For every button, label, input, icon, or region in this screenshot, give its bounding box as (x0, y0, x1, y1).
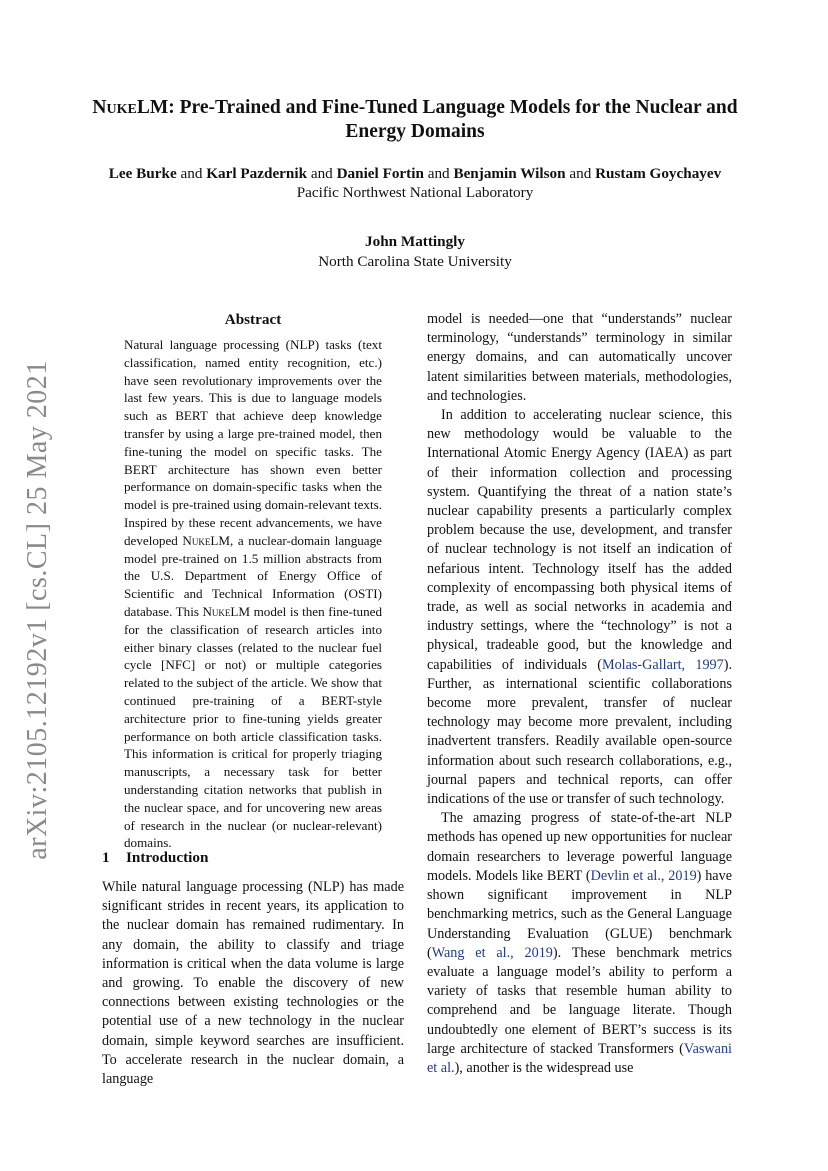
citation-separator: , (510, 944, 525, 961)
section-number: 1 (102, 849, 110, 866)
intro-paragraph-3 (427, 809, 732, 1078)
author-joiner: and (310, 165, 333, 182)
arxiv-identifier: arXiv:2105.12192v1 [cs.CL] 25 May 2021 (22, 360, 53, 860)
intro-paragraph-1: While natural language processing (NLP) has made significant strides in recent years, its application to the nuclear domain has remained rudimentary. In any domain, the ability to classify and triage information is critical when the data volume is large and growing. To enable the discovery of new connections between existing technologies or the potential use of a new technology in the nuclear domain, simple keyword searches are insufficient. To accelerate research in the nuclear domain, a language (102, 879, 404, 1088)
author-name: Karl Pazdernik (206, 165, 308, 182)
affiliation-pnnl: Pacific Northwest National Laboratory (296, 184, 534, 201)
citation-year: 2019 (524, 944, 553, 961)
paragraph-text: ), another is the widespread use (454, 1059, 634, 1076)
citation-wang[interactable] (432, 945, 553, 961)
citation-author: Molas-Gallart (601, 656, 682, 673)
abstract-model-name: NukeLM (202, 603, 251, 619)
paper-title (80, 96, 750, 144)
section-heading-introduction (102, 848, 404, 868)
author-name: Daniel Fortin (336, 165, 424, 182)
citation-separator: , (681, 656, 696, 673)
abstract-model-name: NukeLM (182, 532, 230, 548)
right-column (427, 310, 732, 1078)
intro-paragraph-2 (427, 406, 732, 809)
author-joiner: and (180, 165, 203, 182)
author-name: Benjamin Wilson (453, 165, 566, 182)
paragraph-text: ) have shown significant improvement in NLP benchmarking metrics, such as the General Language Understanding Evaluation (GLUE) benchmark ( (427, 867, 732, 961)
title-model-name: NukeLM (92, 97, 169, 118)
author-name: Rustam Goychayev (595, 165, 722, 182)
abstract-text (124, 336, 382, 852)
affiliation-ncsu: North Carolina State University (318, 253, 512, 270)
paragraph-text: In addition to accelerating nuclear science, this new methodology would be valuable to the International Atomic Energy Agency (IAEA) as part of their information collection and processing system. Quantifying the threat of a nation state’s nuclear capability presents a particularly complex problem because the use, development, and transfer of nuclear technology is not itself an indication of nefarious intent. Technology itself has the added complexity of encompassing both physical items of trade, as well as social networks in academia and industry settings, where the “technology” is not a physical, tradeable good, but the knowledge and capabilities of individuals ( (427, 407, 732, 673)
abstract-text-part: , a nuclear-domain language model pre-trained on 1.5 million abstracts from the U.S. Department of Energy Office of Scientific and Technical Information (OSTI) database. This (124, 532, 382, 619)
abstract-text-part: Natural language processing (NLP) tasks (text classification, named entity recognition, etc.) have seen revolutionary improvements over the last few years. This is due to language models such as BERT that achieve deep knowledge transfer by using a large pre-trained model, then fine-tuning the model on specific tasks. The BERT architecture has shown even better performance on domain-specific tasks when the model is pre-trained using domain-relevant texts. Inspired by these recent advancements, we have developed (124, 337, 382, 548)
citation-devlin[interactable] (591, 868, 697, 884)
citation-molas-gallart[interactable] (602, 657, 724, 673)
title-text: : Pre-Trained and Fine-Tuned Language Models for the Nuclear and Energy Domains (168, 97, 738, 142)
abstract-text-part: model is then fine-tuned for the classification of research articles into either binary classes (related to the nuclear fuel cycle [NFC] or not) or multiple categories related to the subject of the article. We show that continued pre-training of a BERT-style architecture prior to fine-tuning yields greater performance on both article classification tasks. This information is critical for properly triaging manuscripts, a necessary task for better understanding citation networks that publish in the nuclear space, and for uncovering new areas of research in the nuclear (or nuclear-relevant) domains. (124, 603, 383, 851)
citation-vaswani[interactable]: Vaswani et al. (427, 1040, 732, 1076)
paragraph-text: The amazing progress of state-of-the-art NLP methods has opened up new opportunities for nuclear domain researchers to leverage powerful language models. Models like BERT ( (427, 810, 732, 884)
author-joiner: and (569, 165, 592, 182)
citation-year: 1997 (695, 656, 724, 673)
citation-author: Wang et al. (431, 944, 511, 961)
paragraph-text: ). These benchmark metrics evaluate a language model’s ability to perform a variety of tasks that resemble human ability to comprehend and be language literate. Though undoubtedly one element of BERT’s success is its large architecture of stacked Transformers ( (427, 944, 733, 1057)
citation-year: 2019 (668, 867, 697, 884)
intro-paragraph-1-cont: model is needed—one that “understands” nuclear terminology, “understands” terminology in similar energy domains, and can automatically uncover latent similarities between materials, methodologies, and technologies. (427, 311, 732, 404)
abstract-heading: Abstract (224, 311, 282, 328)
author-name: Lee Burke (108, 165, 177, 182)
author-joiner: and (427, 165, 450, 182)
section-title: Introduction (126, 849, 209, 866)
author-name-mattingly: John Mattingly (365, 233, 465, 250)
arxiv-sidebar (20, 360, 56, 860)
citation-author: Devlin et al. (590, 867, 661, 884)
citation-separator: , (660, 867, 669, 884)
author-list (40, 164, 790, 184)
paragraph-text: ). Further, as international scientific collaborations become more prevalent, transfer of nuclear technology may become more prevalent, including inadvertent transfers. Readily available open-source information about such research collaborations, e.g., journal papers and technical reports, can offer indications of the use or transfer of such technology. (427, 656, 732, 808)
